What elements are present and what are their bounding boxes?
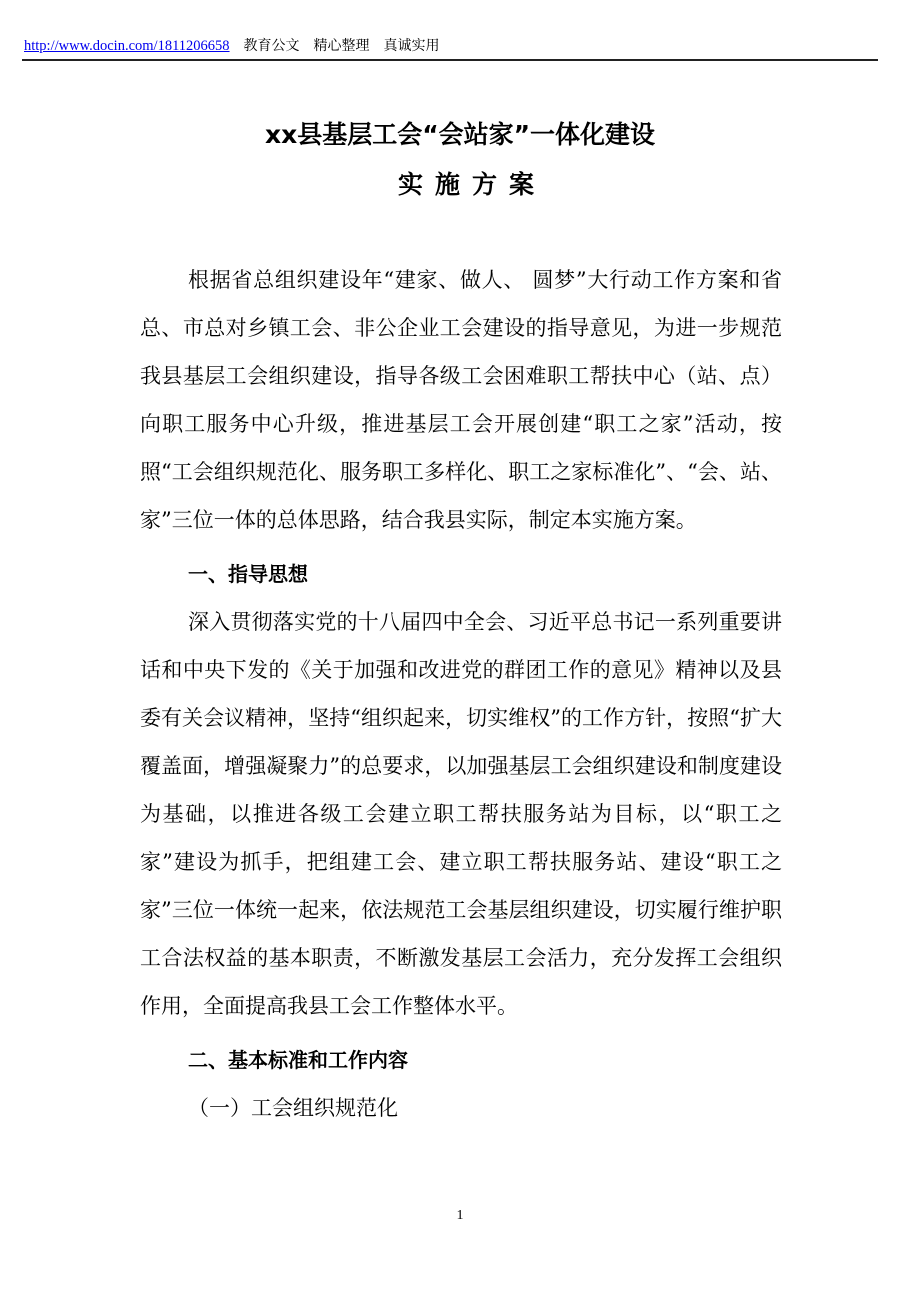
document-subtitle: 实施方案	[397, 170, 546, 199]
document-body	[140, 256, 782, 1132]
header-divider	[22, 59, 878, 61]
section-1-paragraph: 深入贯彻落实党的十八届四中全会、习近平总书记一系列重要讲话和中央下发的《关于加强和改进党的群团工作的意见》精神以及县委有关会议精神，坚持“组织起来，切实维权”的工作方针，按照“扩大覆盖面，增强凝聚力”的总要求，以加强基层工会组织建设和制度建设为基础，以推进各级工会建立职工帮扶服务站为目标，以“职工之家”建设为抓手，把组建工会、建立职工帮扶服务站、建设“职工之家”三位一体统一起来，依法规范工会基层组织建设，切实履行维护职工合法权益的基本职责，不断激发基层工会活力，充分发挥工会组织作用，全面提高我县工会工作整体水平。	[140, 610, 782, 1018]
document-title: xx县基层工会“会站家”一体化建设	[264, 120, 656, 149]
intro-paragraph: 根据省总组织建设年“建家、做人、 圆梦”大行动工作方案和省总、市总对乡镇工会、非公企业工会建设的指导意见，为进一步规范我县基层工会组织建设，指导各级工会困难职工帮扶中心（站、点）向职工服务中心升级，推进基层工会开展创建“职工之家”活动，按照“工会组织规范化、服务职工多样化、职工之家标准化”、“会、站、家”三位一体的总体思路，结合我县实际，制定本实施方案。	[140, 268, 782, 532]
header-tag-2: 精心整理	[313, 38, 370, 54]
section-2-heading: 二、基本标准和工作内容	[188, 1048, 408, 1072]
source-link[interactable]: http://www.docin.com/1811206658	[24, 38, 230, 54]
page-header	[24, 36, 440, 56]
section-1-heading: 一、指导思想	[188, 562, 308, 586]
header-tag-3: 真诚实用	[383, 38, 440, 54]
section-2-subheading-1: （一）工会组织规范化	[188, 1096, 398, 1120]
page-number: 1	[456, 1208, 464, 1223]
header-tag-1: 教育公文	[243, 38, 300, 54]
